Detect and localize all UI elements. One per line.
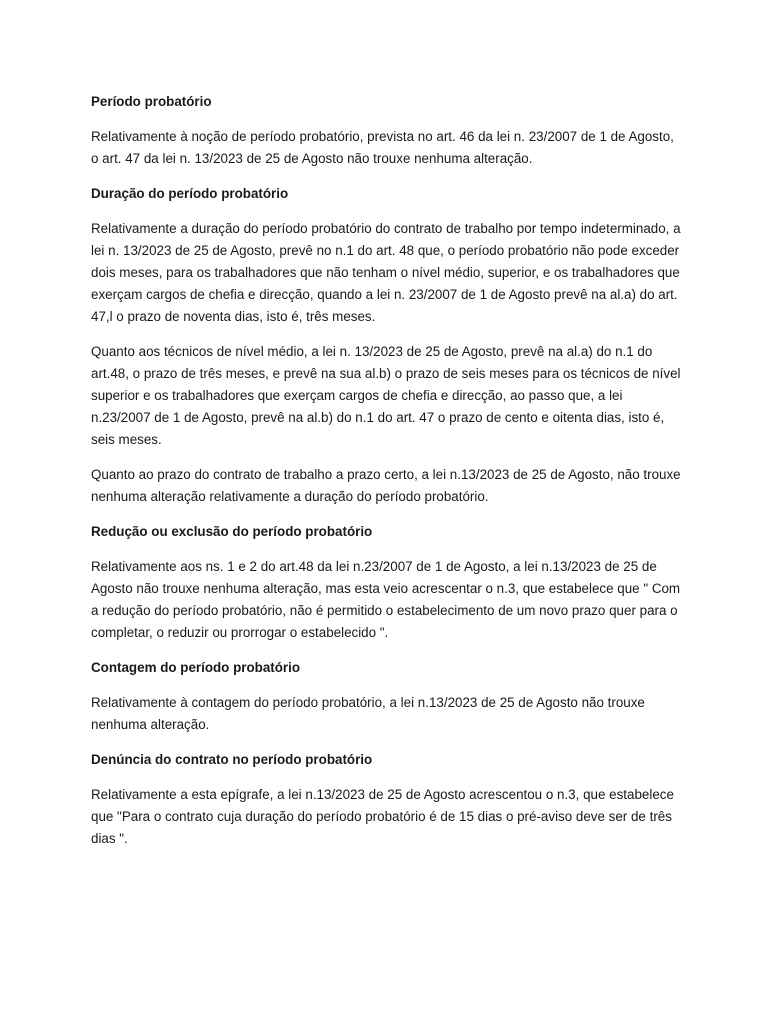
- paragraph: Relativamente à noção de período probatório, prevista no art. 46 da lei n. 23/2007 de 1 de Agosto, o art. 47 da lei n. 13/2023 de 25 de Agosto não trouxe nenhuma alteração.: [91, 129, 674, 166]
- paragraph: Quanto ao prazo do contrato de trabalho a prazo certo, a lei n.13/2023 de 25 de Agosto, não trouxe nenhuma alteração relativamente a duração do período probatório.: [91, 467, 681, 504]
- section-heading-denuncia: Denúncia do contrato no período probatório: [91, 752, 373, 767]
- section-heading-duracao: Duração do período probatório: [91, 186, 289, 201]
- paragraph: Relativamente a duração do período probatório do contrato de trabalho por tempo indeterminado, a lei n. 13/2023 de 25 de Agosto, prevê no n.1 do art. 48 que, o período probatório não pode exceder dois meses, para os trabalhadores que não tenham o nível médio, superior, e os trabalhadores que exerçam cargos de chefia e direcção, quando a lei n. 23/2007 de 1 de Agosto prevê na al.a) do art. 47,l o prazo de noventa dias, isto é, três meses.: [91, 221, 681, 324]
- paragraph: Quanto aos técnicos de nível médio, a lei n. 13/2023 de 25 de Agosto, prevê na al.a) do n.1 do art.48, o prazo de três meses, e prevê na sua al.b) o prazo de seis meses para os técnicos de nível superior e os trabalhadores que exerçam cargos de chefia e direcção, ao passo que, a lei n.23/2007 de 1 de Agosto, prevê na al.b) do n.1 do art. 47 o prazo de cento e oitenta dias, isto é, seis meses.: [91, 344, 681, 447]
- paragraph: Relativamente aos ns. 1 e 2 do art.48 da lei n.23/2007 de 1 de Agosto, a lei n.13/2023 de 25 de Agosto não trouxe nenhuma alteração, mas esta veio acrescentar o n.3, que estabelece que " Com a redução do período probatório, não é permitido o estabelecimento de um novo prazo quer para o completar, o reduzir ou prorrogar o estabelecido ".: [91, 559, 681, 640]
- section-heading-periodo-probatorio: Período probatório: [91, 94, 212, 109]
- paragraph: Relativamente à contagem do período probatório, a lei n.13/2023 de 25 de Agosto não trouxe nenhuma alteração.: [91, 695, 645, 732]
- section-heading-reducao: Redução ou exclusão do período probatório: [91, 524, 373, 539]
- paragraph: Relativamente a esta epígrafe, a lei n.13/2023 de 25 de Agosto acrescentou o n.3, que estabelece que "Para o contrato cuja duração do período probatório é de 15 dias o pré-aviso deve ser de três dias ".: [91, 787, 674, 846]
- section-heading-contagem: Contagem do período probatório: [91, 660, 301, 675]
